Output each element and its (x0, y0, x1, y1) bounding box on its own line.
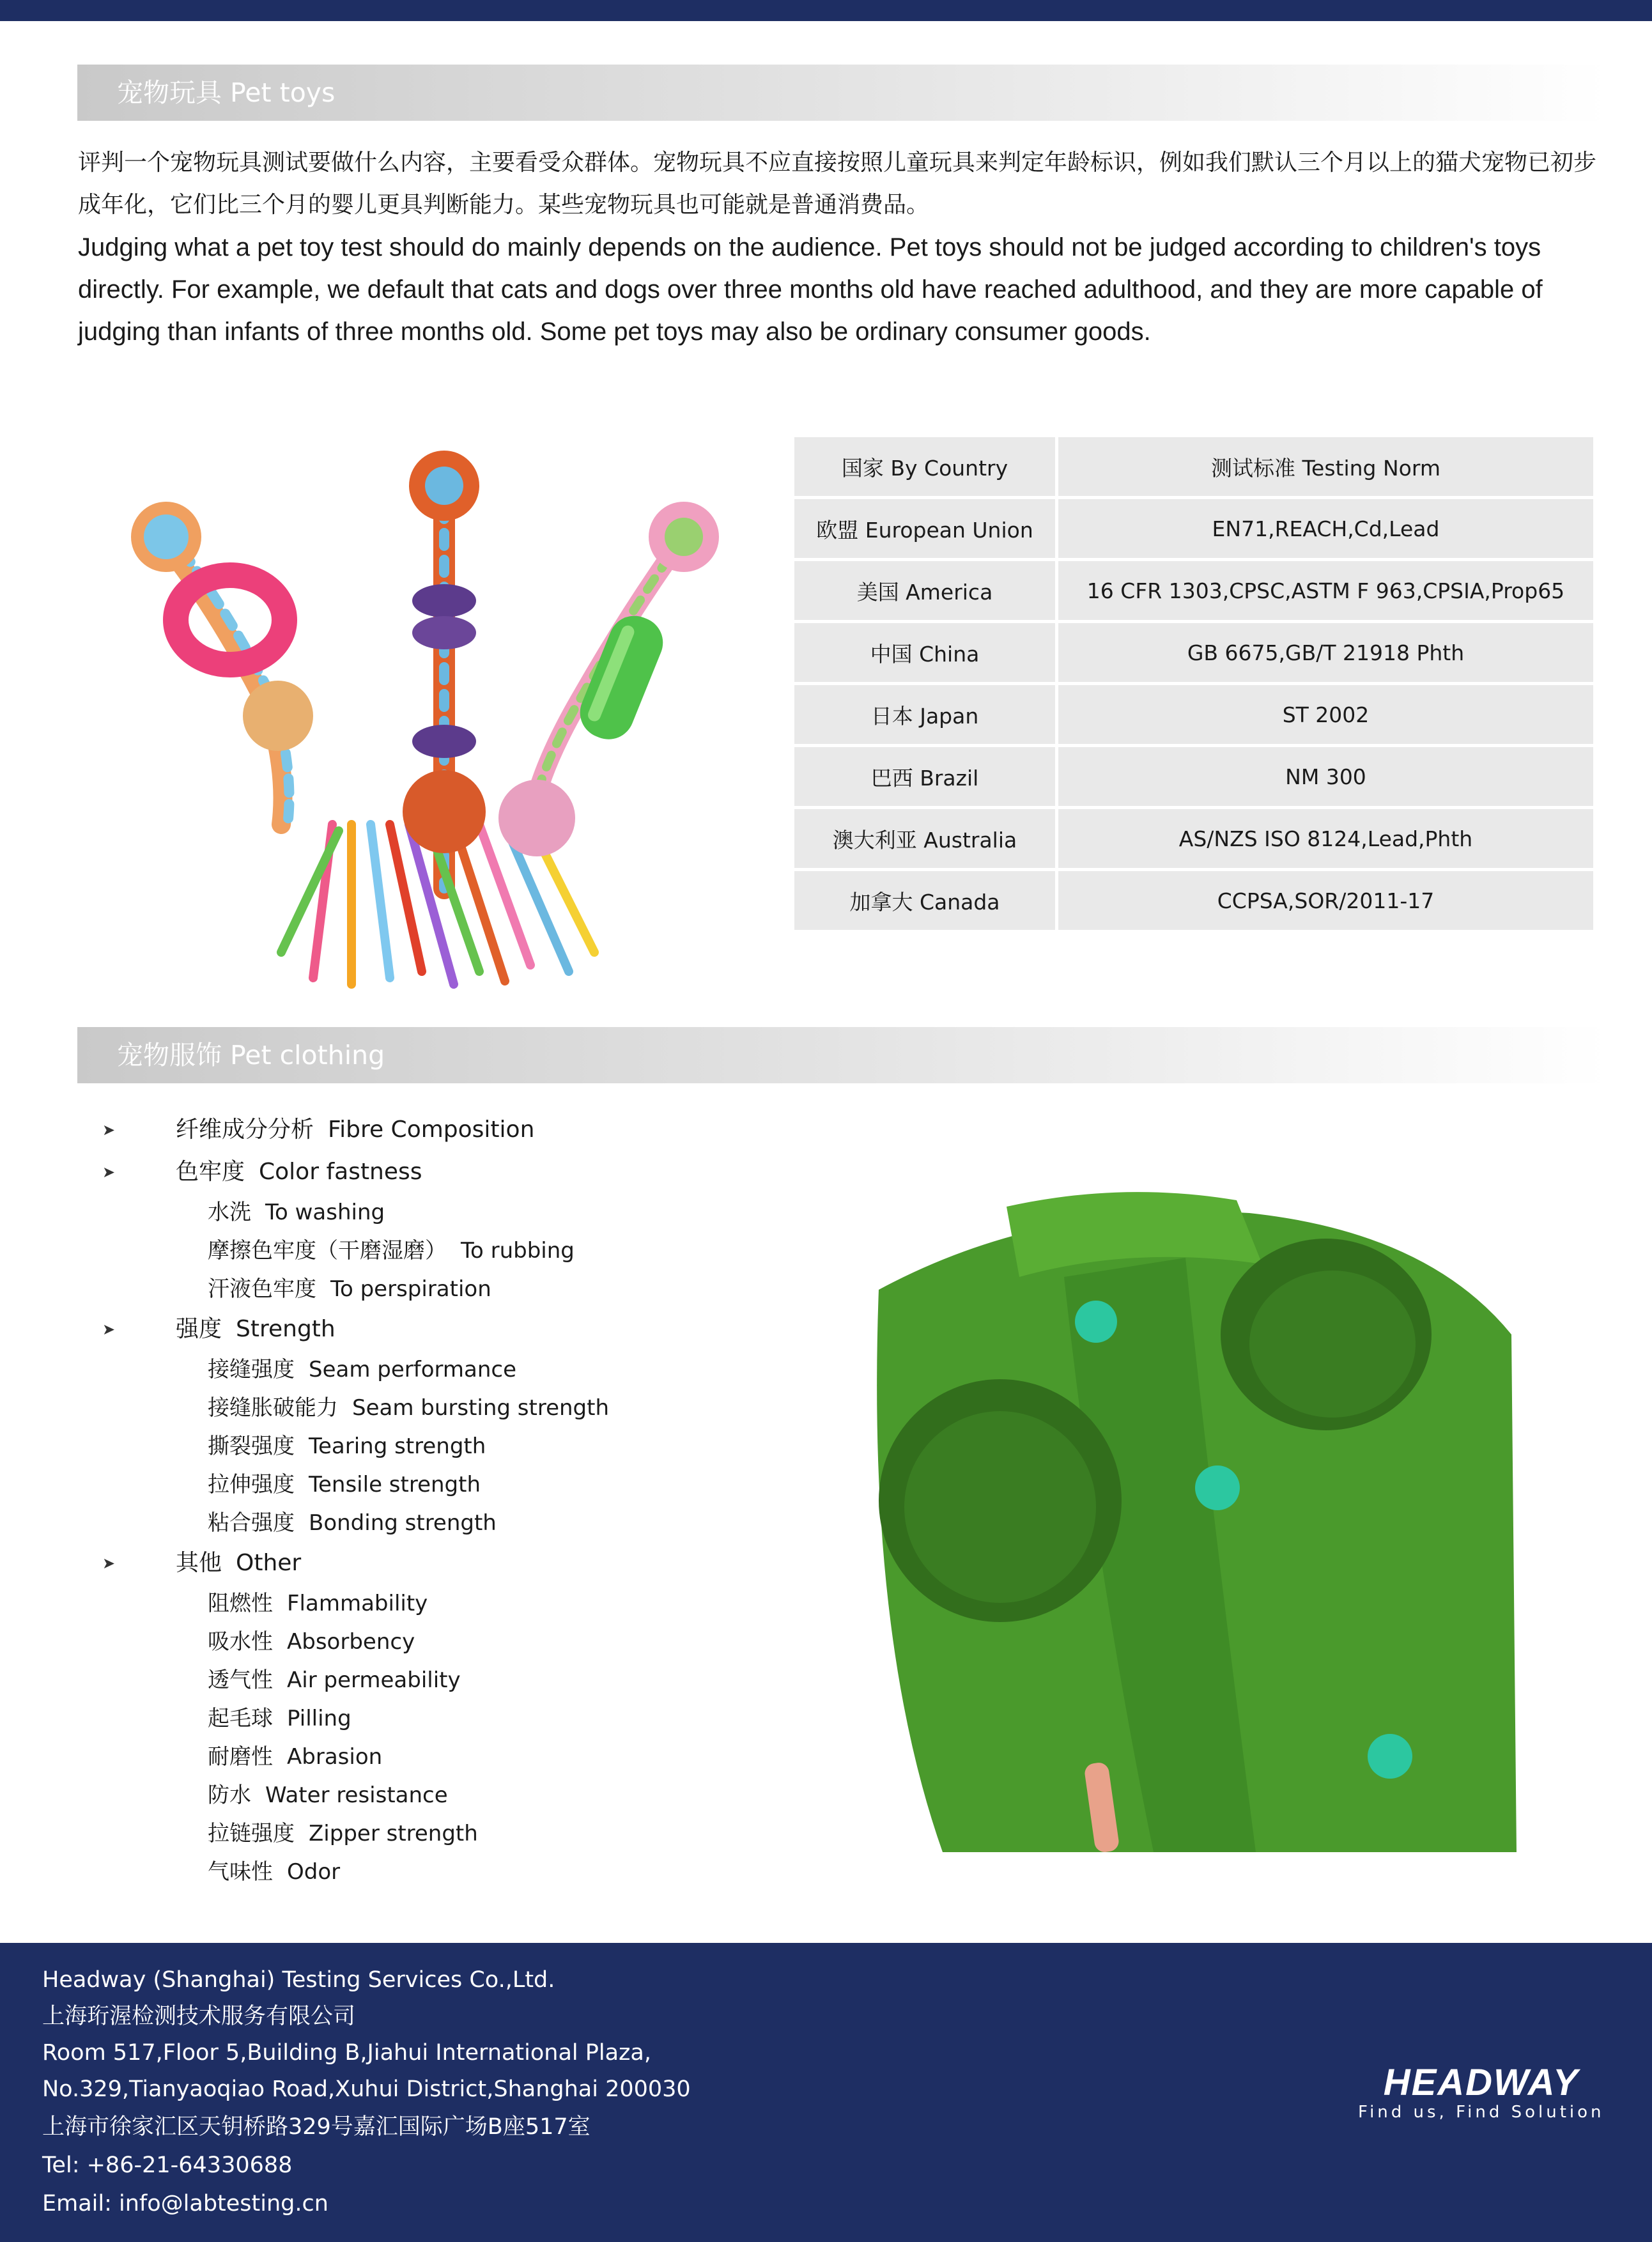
sub-item: 水洗 To washing (208, 1200, 385, 1225)
header-norm: 测试标准 Testing Norm (1058, 437, 1593, 496)
brand-slogan: Find us, Find Solution (1358, 2103, 1605, 2122)
sub-item: 起毛球 Pilling (208, 1706, 351, 1731)
intro-zh: 评判一个宠物玩具测试要做什么内容，主要看受众群体。宠物玩具不应直接按照儿童玩具来判定年龄标识，例如我们默认三个月以上的猫犬宠物已初步成年化，它们比三个月的婴儿更具判断能力。某些宠物玩具也可能就是普通消费品。 (78, 150, 1597, 218)
list-item-fibre (96, 1109, 799, 1151)
list-item-strength (96, 1308, 799, 1350)
table-header-row (794, 437, 1593, 496)
section-title-pet-clothing: 宠物服饰 Pet clothing (117, 1040, 385, 1071)
item-zh: 色牢度 (176, 1159, 245, 1185)
arrow-bullet-icon: ➤ (102, 1320, 116, 1338)
address-zh: 上海市徐家汇区天钥桥路329号嘉汇国际广场B座517室 (42, 2114, 591, 2140)
sub-item: 接缝胀破能力 Seam bursting strength (208, 1395, 610, 1421)
email-link[interactable]: Email: info@labtesting.cn (42, 2191, 328, 2216)
sub-item: 阻燃性 Flammability (208, 1591, 428, 1616)
sub-item: 耐磨性 Abrasion (208, 1744, 383, 1770)
table-row (794, 747, 1593, 806)
norm-cell: GB 6675,GB/T 21918 Phth (1058, 623, 1593, 682)
country-cell: 日本 Japan (794, 685, 1055, 744)
norm-cell: ST 2002 (1058, 685, 1593, 744)
address-line-1: Room 517,Floor 5,Building B,Jiahui International Plaza, (42, 2040, 651, 2066)
country-cell: 加拿大 Canada (794, 871, 1055, 930)
item-en: Other (236, 1550, 302, 1576)
arrow-bullet-icon: ➤ (102, 1121, 116, 1139)
rope-toys-image (121, 441, 748, 991)
section-header-pet-toys (77, 65, 1608, 121)
norm-cell: NM 300 (1058, 747, 1593, 806)
arrow-bullet-icon: ➤ (102, 1163, 116, 1181)
sub-item: 摩擦色牢度（干磨湿磨） To rubbing (208, 1238, 575, 1264)
country-cell: 美国 America (794, 561, 1055, 620)
section-header-pet-clothing (77, 1027, 1608, 1083)
headway-logo (1358, 2061, 1605, 2122)
country-cell: 欧盟 European Union (794, 499, 1055, 558)
contact-info (42, 1962, 691, 2223)
table-row (794, 623, 1593, 682)
brand-name: HEADWAY (1383, 2062, 1579, 2103)
company-name-zh: 上海珩渥检测技术服务有限公司 (42, 2004, 356, 2029)
intro-text (78, 142, 1599, 353)
sub-item: 粘合强度 Bonding strength (208, 1510, 497, 1536)
country-cell: 澳大利亚 Australia (794, 809, 1055, 868)
item-zh: 强度 (176, 1316, 222, 1342)
top-bar (0, 0, 1652, 21)
table-row (794, 809, 1593, 868)
norm-cell: AS/NZS ISO 8124,Lead,Phth (1058, 809, 1593, 868)
list-item-other (96, 1542, 799, 1584)
sub-item: 拉链强度 Zipper strength (208, 1821, 478, 1846)
norm-cell: 16 CFR 1303,CPSC,ASTM F 963,CPSIA,Prop65 (1058, 561, 1593, 620)
footer (0, 1943, 1652, 2242)
item-en: Fibre Composition (328, 1117, 535, 1143)
sub-item: 透气性 Air permeability (208, 1667, 461, 1693)
norm-cell: EN71,REACH,Cd,Lead (1058, 499, 1593, 558)
telephone: Tel: +86-21-64330688 (42, 2153, 293, 2178)
sub-item: 拉伸强度 Tensile strength (208, 1472, 481, 1497)
sub-item: 接缝强度 Seam performance (208, 1357, 517, 1382)
sub-item: 撕裂强度 Tearing strength (208, 1434, 486, 1459)
country-cell: 巴西 Brazil (794, 747, 1055, 806)
sub-item: 汗液色牢度 To perspiration (208, 1276, 491, 1302)
table-row (794, 561, 1593, 620)
section-title-pet-toys: 宠物玩具 Pet toys (117, 77, 336, 108)
sub-item: 气味性 Odor (208, 1859, 341, 1885)
sub-item: 防水 Water resistance (208, 1782, 448, 1808)
country-cell: 中国 China (794, 623, 1055, 682)
clothing-test-list (96, 1109, 799, 1891)
norm-cell: CCPSA,SOR/2011-17 (1058, 871, 1593, 930)
item-en: Strength (236, 1316, 336, 1342)
item-zh: 纤维成分分析 (176, 1117, 314, 1143)
table-row (794, 871, 1593, 930)
list-item-color-fastness (96, 1151, 799, 1193)
intro-en: Judging what a pet toy test should do mainly depends on the audience. Pet toys should not be judged according to children's toys directly. For example, we default that cats and dogs over three months old have reached adulthood, and they are more capable of judging than infants of three months old. Some pet toys may also be ordinary consumer goods. (78, 233, 1543, 346)
table-row (794, 685, 1593, 744)
company-name-en: Headway (Shanghai) Testing Services Co.,Ltd. (42, 1967, 555, 1993)
arrow-bullet-icon: ➤ (102, 1554, 116, 1572)
item-en: Color fastness (259, 1159, 422, 1185)
item-zh: 其他 (176, 1550, 222, 1576)
header-country: 国家 By Country (794, 437, 1055, 496)
address-line-2: No.329,Tianyaoqiao Road,Xuhui District,Shanghai 200030 (42, 2076, 691, 2102)
pet-sweater-image (853, 1187, 1517, 1852)
testing-standards-table (794, 437, 1593, 933)
table-row (794, 499, 1593, 558)
sub-item: 吸水性 Absorbency (208, 1629, 415, 1655)
